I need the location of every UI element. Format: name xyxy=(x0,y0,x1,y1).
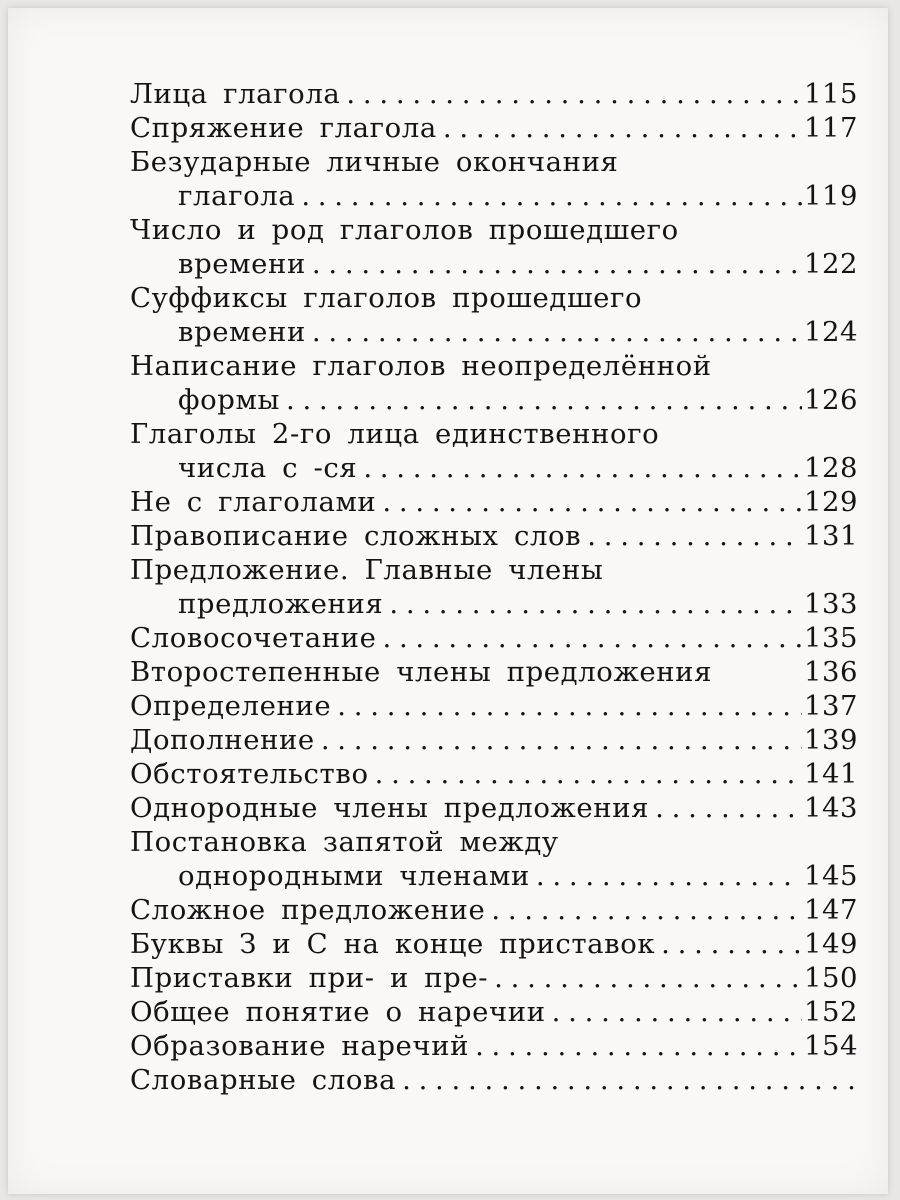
toc-entry-continuation xyxy=(130,316,858,350)
dot-leader xyxy=(286,384,802,416)
toc-page-number: 117 xyxy=(804,112,858,144)
toc-page-number: 128 xyxy=(804,452,858,484)
toc-entry xyxy=(130,554,858,588)
dot-leader xyxy=(363,452,802,484)
toc-entry xyxy=(130,928,858,962)
toc-entry xyxy=(130,146,858,180)
toc-page-number: 139 xyxy=(804,724,858,756)
toc-entry-title: Предложение. Главные члены xyxy=(130,554,604,586)
toc-entry-title: Приставки при- и пре- xyxy=(130,962,489,994)
toc-page-number: 126 xyxy=(804,384,858,416)
toc-entry xyxy=(130,282,858,316)
toc-entry-title: Глаголы 2-го лица единственного xyxy=(130,418,660,450)
toc-entry-title: Число и род глаголов прошедшего xyxy=(130,214,679,246)
toc-entry xyxy=(130,112,858,146)
toc-page-number: 122 xyxy=(804,248,858,280)
toc-entry-title: Написание глаголов неопределённой xyxy=(130,350,712,382)
toc-entry xyxy=(130,1030,858,1064)
toc-page-number: 119 xyxy=(804,180,858,212)
toc-entry xyxy=(130,656,858,690)
toc-page-number: 154 xyxy=(804,1030,858,1062)
toc-entry xyxy=(130,486,858,520)
toc-entry-continuation xyxy=(130,384,858,418)
toc-entry xyxy=(130,792,858,826)
toc-entry-title: Однородные члены предложения xyxy=(130,792,650,824)
dot-leader xyxy=(491,894,802,926)
toc-entry-title: Лица глагола xyxy=(130,78,341,110)
dot-leader xyxy=(312,248,802,280)
table-of-contents xyxy=(130,78,858,1098)
toc-entry-title: однородными членами xyxy=(178,860,530,892)
toc-page-number: 131 xyxy=(804,520,858,552)
toc-entry-title: Постановка запятой между xyxy=(130,826,559,858)
toc-entry-title: глагола xyxy=(178,180,296,212)
toc-entry-continuation xyxy=(130,180,858,214)
toc-entry-title: числа с -ся xyxy=(178,452,358,484)
toc-entry-title: времени xyxy=(178,316,306,348)
dot-leader xyxy=(301,180,802,212)
toc-entry xyxy=(130,214,858,248)
toc-entry xyxy=(130,350,858,384)
toc-entry-title: формы xyxy=(178,384,280,416)
toc-entry-continuation xyxy=(130,452,858,486)
toc-entry-title: Безударные личные окончания xyxy=(130,146,619,178)
toc-page-number: 129 xyxy=(804,486,858,518)
toc-page-number: 145 xyxy=(804,860,858,892)
toc-entry-title: Словосочетание xyxy=(130,622,377,654)
toc-entry xyxy=(130,520,858,554)
toc-entry-title: Буквы З и С на конце приставок xyxy=(130,928,656,960)
toc-page-number: 124 xyxy=(804,316,858,348)
dot-leader xyxy=(337,690,802,722)
toc-page-number: 115 xyxy=(804,78,858,110)
toc-entry-title: Дополнение xyxy=(130,724,315,756)
toc-entry xyxy=(130,724,858,758)
toc-entry-title: Правописание сложных слов xyxy=(130,520,582,552)
dot-leader xyxy=(382,622,802,654)
dot-leader xyxy=(443,112,802,144)
toc-entry xyxy=(130,758,858,792)
toc-entry xyxy=(130,996,858,1030)
dot-leader xyxy=(346,78,802,110)
toc-page-number: 152 xyxy=(804,996,858,1028)
toc-entry-continuation xyxy=(130,588,858,622)
toc-entry xyxy=(130,962,858,996)
dot-leader xyxy=(375,758,802,790)
toc-entry xyxy=(130,622,858,656)
toc-entry xyxy=(130,1064,858,1098)
toc-entry-title: Второстепенные члены предложения xyxy=(130,656,713,688)
toc-page-number: 137 xyxy=(804,690,858,722)
toc-entry-title: Суффиксы глаголов прошедшего xyxy=(130,282,643,314)
dot-leader xyxy=(475,1030,802,1062)
dot-leader xyxy=(661,928,802,960)
toc-entry xyxy=(130,418,858,452)
toc-entry-title: Сложное предложение xyxy=(130,894,486,926)
toc-entry-title: Словарные слова xyxy=(130,1064,397,1096)
toc-entry-title: Спряжение глагола xyxy=(130,112,437,144)
dot-leader xyxy=(312,316,802,348)
toc-page-number: 150 xyxy=(804,962,858,994)
dot-leader xyxy=(382,486,802,518)
toc-entry-title: Общее понятие о наречии xyxy=(130,996,546,1028)
dot-leader xyxy=(655,792,802,824)
toc-entry xyxy=(130,78,858,112)
toc-page-number: 149 xyxy=(804,928,858,960)
dot-leader xyxy=(587,520,802,552)
toc-entry-title: Определение xyxy=(130,690,332,722)
toc-page-number: 147 xyxy=(804,894,858,926)
toc-page-number: 141 xyxy=(804,758,858,790)
toc-entry-title: Образование наречий xyxy=(130,1030,470,1062)
toc-entry-title: Не с глаголами xyxy=(130,486,377,518)
toc-entry xyxy=(130,826,858,860)
toc-page-number: 133 xyxy=(804,588,858,620)
dot-leader xyxy=(552,996,802,1028)
book-page xyxy=(8,8,888,1194)
dot-leader xyxy=(321,724,802,756)
toc-page-number: 135 xyxy=(804,622,858,654)
dot-leader xyxy=(536,860,802,892)
dot-leader xyxy=(402,1064,856,1096)
toc-entry-title: Обстоятельство xyxy=(130,758,369,790)
dot-leader xyxy=(389,588,802,620)
toc-entry-continuation xyxy=(130,860,858,894)
toc-entry-title: предложения xyxy=(178,588,384,620)
toc-entry xyxy=(130,894,858,928)
toc-page-number: 143 xyxy=(804,792,858,824)
toc-entry-continuation xyxy=(130,248,858,282)
toc-page-number: 136 xyxy=(804,656,858,688)
toc-entry-title: времени xyxy=(178,248,306,280)
dot-leader xyxy=(494,962,802,994)
toc-entry xyxy=(130,690,858,724)
